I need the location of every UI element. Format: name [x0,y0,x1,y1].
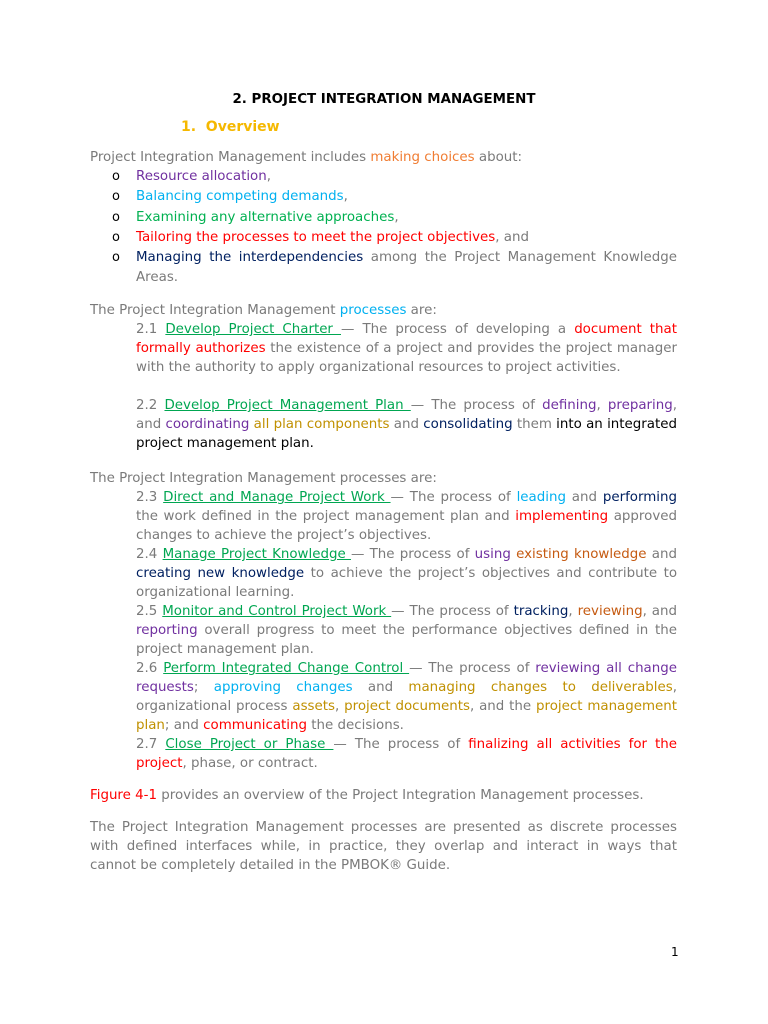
processes-intro-text-end: are: [406,303,437,318]
bullet-marker: o [112,169,120,184]
bullet-marker: o [112,209,120,225]
process-text: — The process of [333,737,469,752]
intro-paragraph [90,148,677,167]
process-2-1 [136,320,677,377]
process-text: , and the [469,699,536,714]
process-number: 2.4 [136,547,163,562]
process-highlight: leading [516,490,566,505]
process-text: overall progress to meet the performance objectives defined in the project management plan. [136,623,677,657]
process-highlight: reviewing all change requests [136,661,677,695]
process-link-manage-project-knowledge[interactable]: Manage Project Knowledge [162,547,351,562]
process-text: , and [642,604,677,619]
section-heading-overview: 1. Overview [181,119,280,135]
process-highlight: reviewing [577,604,643,619]
process-highlight: into an integrated project management plan [136,417,677,451]
bullet-marker: o [112,250,120,266]
process-text: — The process of [391,604,514,619]
processes-intro-text: The Project Integration Management [90,303,340,318]
process-highlight: finalizing all activities for the project [136,737,678,771]
list-item [112,167,677,187]
process-2-5 [136,602,677,659]
list-item-highlight: Managing the interdependencies [136,250,364,266]
page-number: 1 [671,945,679,959]
list-item-highlight: Tailoring the processes to meet the project objectives [136,229,496,245]
process-highlight: communicating [203,718,308,733]
process-highlight: defining [542,398,597,413]
process-number: 2.7 [136,737,166,752]
process-2-6 [136,659,677,735]
process-text: and [565,490,603,505]
process-highlight: project documents [344,699,470,714]
process-link-close-project-or-phase[interactable]: Close Project or Phase [165,737,334,752]
processes-intro-2: The Project Integration Management processes are: [90,471,437,486]
process-link-direct-and-manage-project-work[interactable]: Direct and Manage Project Work [163,490,391,505]
process-highlight: performing [602,490,677,505]
process-text: the existence of a project and provides the project manager with the authority to apply organizational resources to project activities. [136,341,678,375]
process-text: the work defined in the project management plan and [136,509,516,524]
closing-paragraph: The Project Integration Management processes are presented as discrete processes with defined interfaces while, in practice, they overlap and interact in ways that cannot be completely detailed in the PMBOK® Guide. [90,820,677,873]
list-item-highlight: Examining any alternative approaches [136,209,395,225]
process-link-perform-integrated-change-control[interactable]: Perform Integrated Change Control [163,661,410,676]
process-text: and [389,417,424,432]
list-item-text: , [394,209,399,225]
process-highlight: reporting [136,623,198,638]
intro-text-end: about: [474,150,523,165]
page-title: 2. PROJECT INTEGRATION MANAGEMENT [232,92,536,107]
figure-reference-paragraph [90,786,677,805]
list-item-text: , and [495,229,529,245]
process-highlight: all plan components [253,417,390,432]
process-number: 2.6 [136,661,164,676]
process-text: , [568,604,578,619]
process-text: , phase, or contract. [182,756,318,771]
processes-intro-1 [90,301,677,320]
process-highlight: project management plan [136,699,678,733]
list-item-text: , [266,169,271,184]
process-highlight: document that formally authorizes [136,322,677,356]
process-highlight: implementing [515,509,609,524]
processes-intro-highlight: processes [339,303,407,318]
list-item [112,187,677,207]
list-item-highlight: Resource allocation [136,169,267,184]
process-number: 2.1 [136,322,166,337]
process-text: ; and [164,718,204,733]
figure-reference: Figure 4-1 [90,788,158,803]
intro-text: Project Integration Management includes [90,150,371,165]
process-text: , and [136,398,678,432]
process-text: . [309,436,314,451]
process-text: ; [193,680,214,695]
process-text: — The process of [350,547,475,562]
process-number: 2.5 [136,604,163,619]
list-item [112,228,677,248]
list-item [112,208,677,228]
process-text: , [334,699,345,714]
process-highlight: consolidating [423,417,513,432]
choices-list [112,167,677,289]
process-text: — The process of [410,398,543,413]
process-2-3 [136,488,677,545]
process-highlight: coordinating [165,417,250,432]
process-2-7 [136,735,677,773]
list-item [112,248,677,289]
process-highlight: managing changes to deliverables [408,680,673,695]
process-text: them [512,417,557,432]
process-text: the decisions. [307,718,404,733]
process-text: approved changes to achieve the project’s objectives. [136,509,677,543]
process-text: , [596,398,608,413]
process-highlight: approving changes [213,680,353,695]
process-text: — The process of developing a [341,322,575,337]
process-highlight: existing knowledge [516,547,647,562]
process-highlight: using [474,547,511,562]
process-highlight: preparing [607,398,673,413]
process-2-2 [136,396,677,453]
bullet-marker: o [112,229,120,245]
list-item-text: among the Project Management Knowledge Areas. [136,250,677,286]
process-text: , organizational process [136,680,677,714]
process-text: and [352,680,409,695]
process-text: to achieve the project’s objectives and contribute to organizational learning. [136,566,678,600]
intro-highlight: making choices [370,150,475,165]
process-text: — The process of [390,490,517,505]
process-highlight: creating new knowledge [136,566,305,581]
process-text: and [646,547,678,562]
bullet-marker: o [112,189,120,205]
process-text: — The process of [409,661,536,676]
list-item-text: , [343,189,348,205]
process-number: 2.3 [136,490,164,505]
process-highlight: assets [292,699,335,714]
process-2-4 [136,545,677,602]
figure-reference-text: provides an overview of the Project Integration Management processes. [157,788,644,803]
process-highlight: tracking [513,604,569,619]
process-number: 2.2 [136,398,165,413]
process-link-monitor-and-control-project-work[interactable]: Monitor and Control Project Work [162,604,392,619]
list-item-highlight: Balancing competing demands [136,189,344,205]
process-link-develop-project-charter[interactable]: Develop Project Charter [165,322,341,337]
process-link-develop-project-management-plan[interactable]: Develop Project Management Plan [164,398,411,413]
